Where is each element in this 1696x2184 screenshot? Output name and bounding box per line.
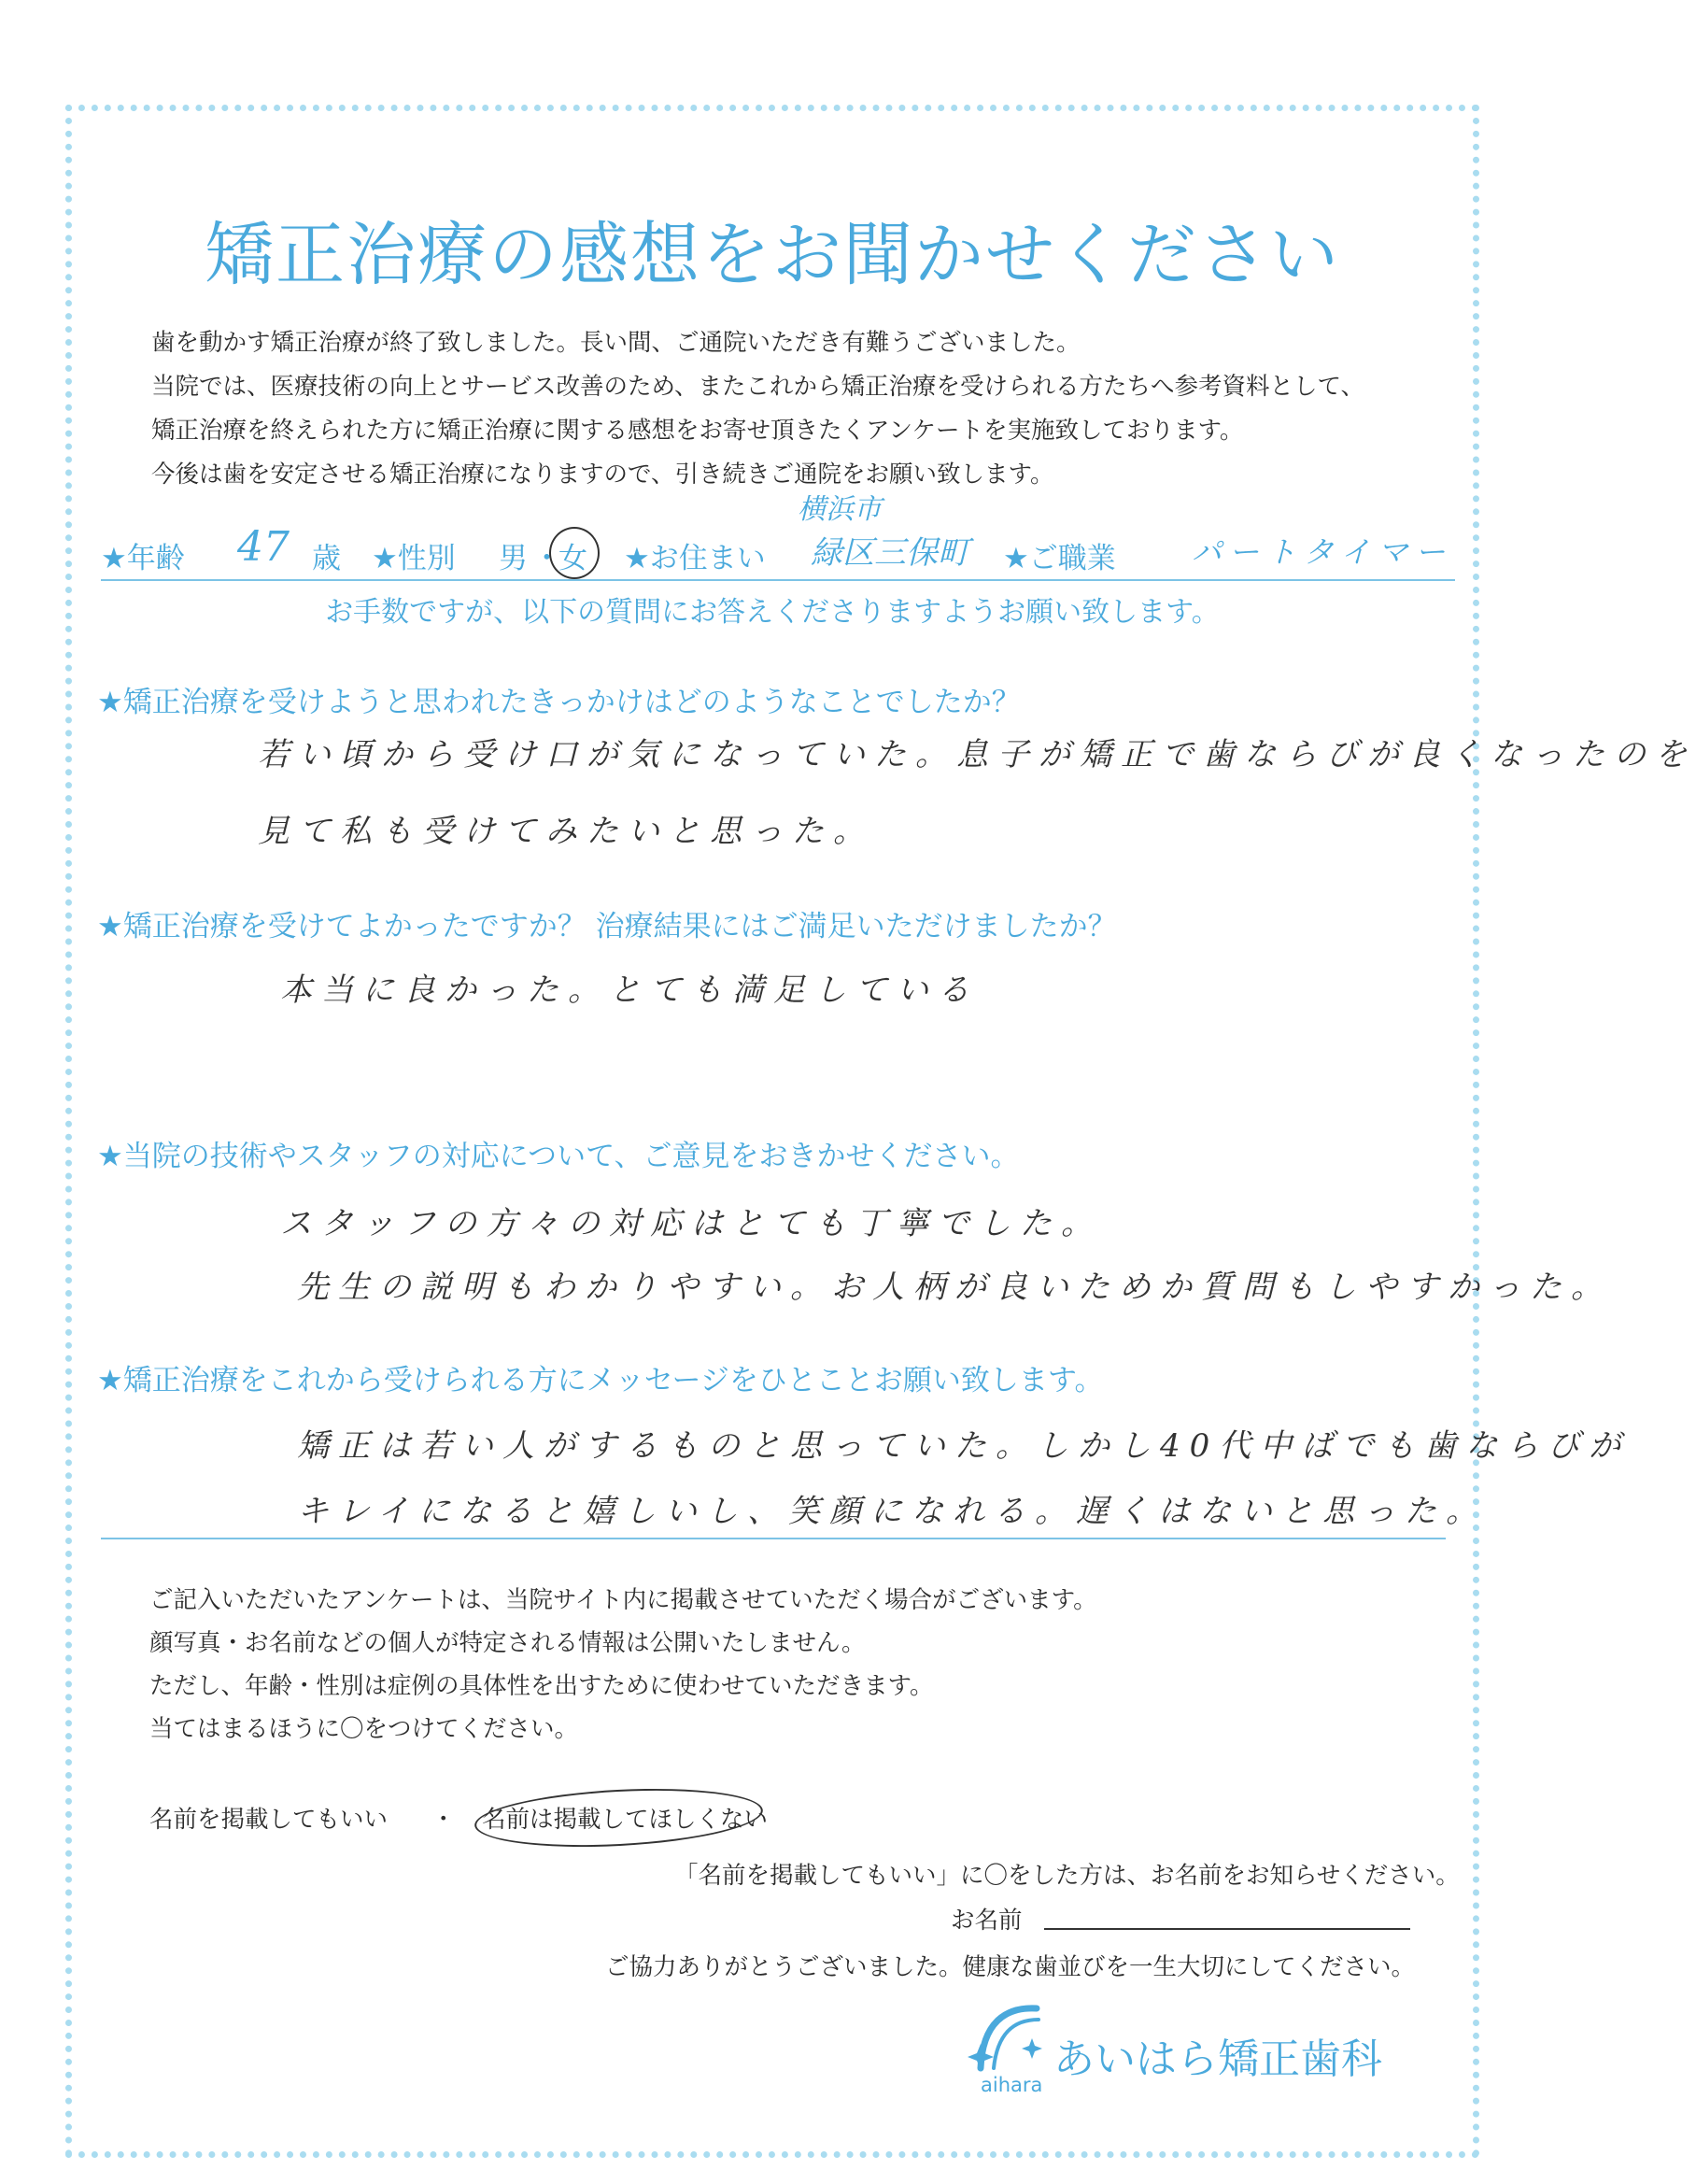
question-4: ★矯正治療をこれから受けられる方にメッセージをひとことお願い致します。 [97, 1364, 1104, 1397]
question-1: ★矯正治療を受けようと思われたきっかけはどのようなことでしたか？ [97, 686, 1021, 719]
age-label: ★年齢 [101, 542, 185, 575]
gender-dot: ・ [532, 542, 561, 575]
job-label: ★ご職業 [1003, 542, 1116, 575]
clinic-logo-sub: aihara [981, 2074, 1043, 2096]
choice-separator: ・ [431, 1806, 456, 1834]
intro-line: 矯正治療を終えられた方に矯正治療に関する感想をお寄せ頂きたくアンケートを実施致しております。 [151, 417, 1244, 445]
answer-3-line-2[interactable]: 先生の説明もわかりやすい。お人柄が良いためか質問もしやすかった。 [297, 1269, 1612, 1306]
answer-4-line-2[interactable]: キレイになると嬉しいし、笑顔になれる。遅くはないと思った。 [297, 1493, 1487, 1530]
answer-2-line-1[interactable]: 本当に良かった。とても満足している [280, 971, 979, 1009]
address-city[interactable]: 横浜市 [798, 493, 882, 526]
note-line: ご記入いただいたアンケートは、当院サイト内に掲載させていただく場合がございます。 [149, 1586, 1097, 1614]
gender-female[interactable]: 女 [558, 542, 587, 575]
intro-line: 歯を動かす矯正治療が終了致しました。長い間、ご通院いただき有難うございました。 [151, 329, 1081, 357]
answer-4-line-1[interactable]: 矯正は若い人がするものと思っていた。しかし40代中ばでも歯ならびが [297, 1427, 1631, 1465]
question-2: ★矯正治療を受けてよかったですか？ 治療結果にはご満足いただけましたか？ [97, 910, 1117, 943]
notes [149, 1579, 1097, 1751]
name-field[interactable] [1044, 1928, 1410, 1930]
profile-row [101, 493, 1455, 581]
gender-label: ★性別 [372, 542, 456, 575]
note-line: 当てはまるほうに〇をつけてください。 [149, 1715, 579, 1743]
intro-text [151, 321, 1440, 497]
name-label: お名前 [951, 1907, 1023, 1935]
answer-3-line-1[interactable]: スタッフの方々の対応はとても丁寧でした。 [280, 1205, 1102, 1242]
thanks-text: ご協力ありがとうございました。健康な歯並びを一生大切にしてください。 [605, 1953, 1416, 1981]
address-town[interactable]: 緑区三保町 [811, 534, 969, 572]
choice-no-publish-name[interactable]: 名前は掲載してほしくない [482, 1806, 769, 1834]
gender-circle [549, 527, 600, 579]
job-value[interactable]: パートタイマー [1192, 534, 1453, 570]
answer-1-line-2[interactable]: 見て私も受けてみたいと思った。 [258, 813, 874, 850]
age-unit: 歳 [312, 542, 341, 575]
divider [101, 1538, 1446, 1539]
name-request: 「名前を掲載してもいい」に〇をした方は、お名前をお知らせください。 [674, 1862, 1460, 1890]
gender-male[interactable]: 男 [499, 542, 528, 575]
page-title: 矯正治療の感想をお聞かせください [205, 215, 1340, 295]
choice-publish-name[interactable]: 名前を掲載してもいい [149, 1806, 389, 1834]
request-text: お手数ですが、以下の質問にお答えくださりますようお願い致します。 [325, 596, 1220, 629]
intro-line: 当院では、医療技術の向上とサービス改善のため、またこれから矯正治療を受けられる方たちへ参考資料として、 [151, 373, 1364, 401]
question-3: ★当院の技術やスタッフの対応について、ご意見をおきかせください。 [97, 1140, 1020, 1173]
age-value[interactable]: 47 [237, 523, 290, 571]
intro-line: 今後は歯を安定させる矯正治療になりますので、引き続きご通院をお願い致します。 [151, 461, 1054, 489]
note-line: 顔写真・お名前などの個人が特定される情報は公開いたしません。 [149, 1629, 866, 1657]
clinic-logo-name: あいはら矯正歯科 [1053, 2035, 1382, 2083]
note-line: ただし、年齢・性別は症例の具体性を出すために使わせていただきます。 [149, 1672, 934, 1700]
address-label: ★お住まい [624, 542, 766, 575]
answer-1-line-1[interactable]: 若い頃から受け口が気になっていた。息子が矯正で歯ならびが良くなったのを [258, 736, 1696, 773]
logo-icon [968, 1995, 1052, 2079]
